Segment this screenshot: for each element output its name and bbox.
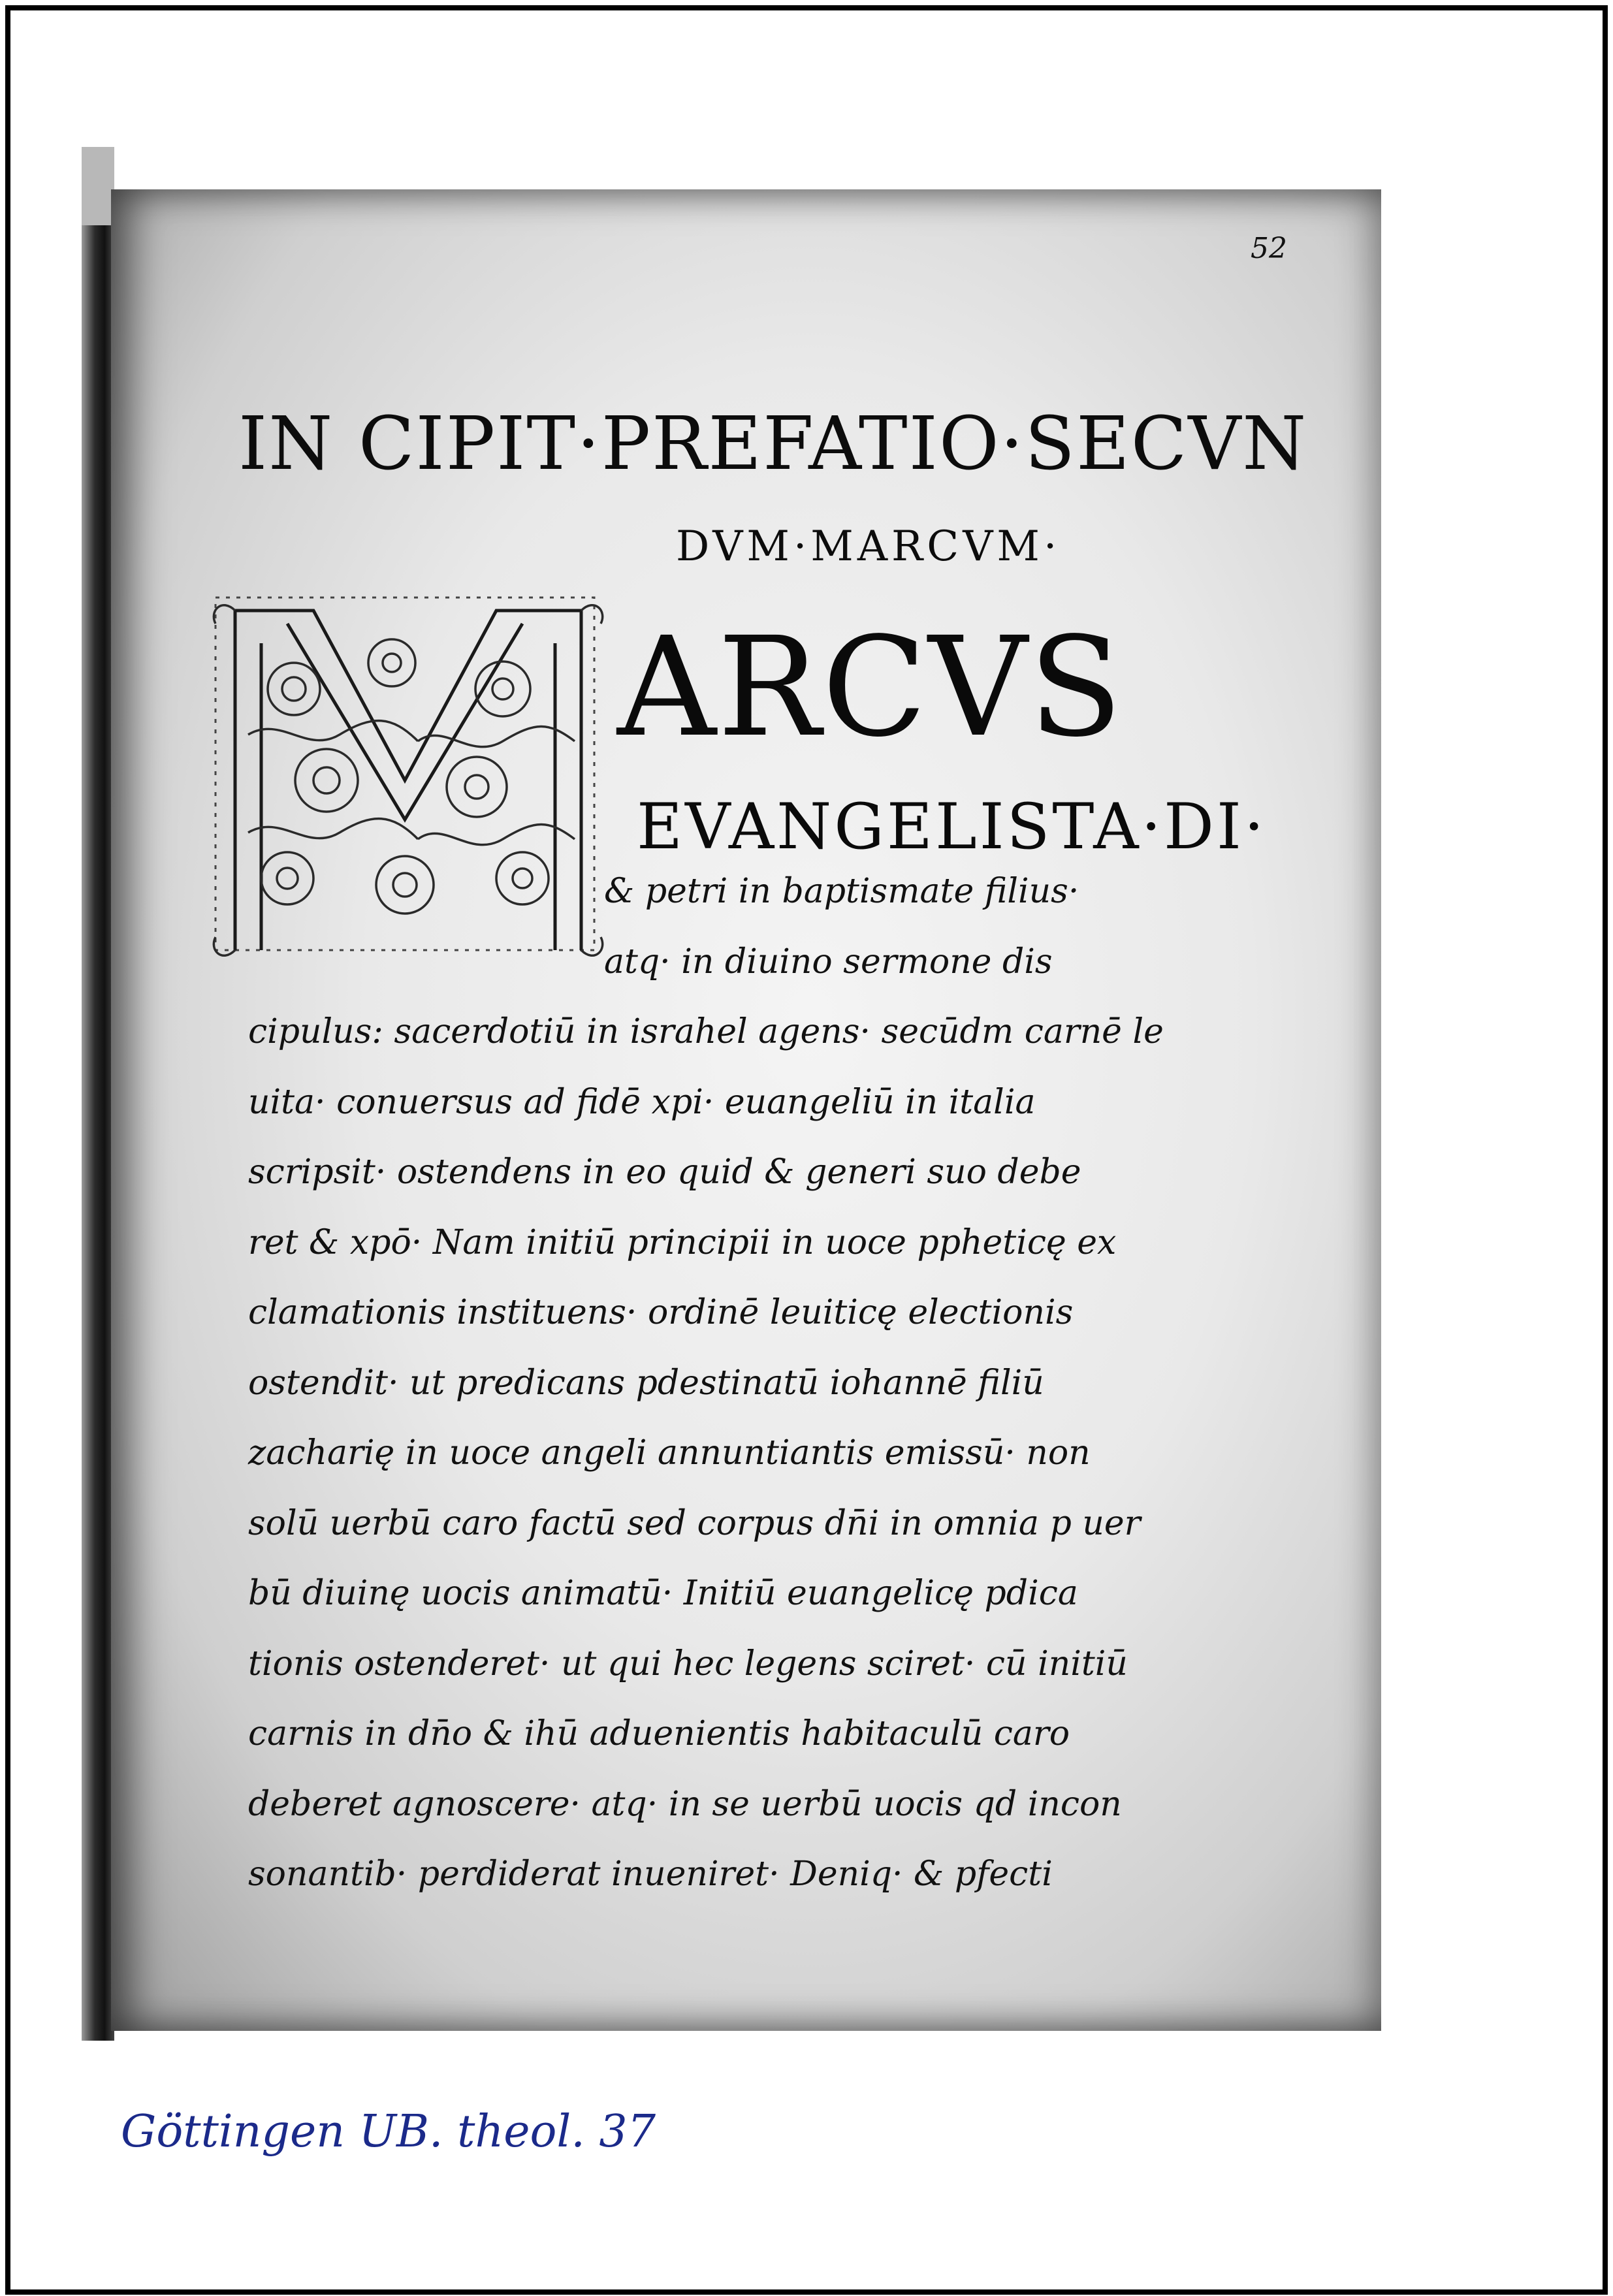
folio-number: 52 [1251,232,1287,265]
text-line: clamationis instituens· ordinē leuiticę electionis [248,1293,1074,1332]
display-word-arcus: ARCVS [617,607,1124,767]
display-word-evangelista: EVANGELISTA·DI· [637,790,1267,863]
decorated-initial-m [196,584,614,976]
text-line: & petri in baptismate filius· [604,872,1079,911]
incipit-heading-line1: IN CIPIT·PREFATIO·SECVN [238,402,1308,486]
text-line: carnis in dn̄o & ihū aduenientis habitaculū caro [248,1714,1070,1753]
incipit-heading-line2: DVM·MARCVM· [676,522,1061,571]
text-line: atq· in diuino sermone dis [604,942,1053,981]
binding-cap [82,147,114,225]
text-line: tionis ostenderet· ut qui hec legens sciret· cū initiū [248,1644,1128,1683]
text-line: zacharię in uoce angeli annuntiantis emissū· non [248,1433,1091,1473]
text-line: uita· conuersus ad fidē xpi· euangeliū in italia [248,1082,1036,1122]
book-binding [82,147,114,2041]
text-line: solū uerbū caro factū sed corpus dn̄i in omnia p uer [248,1503,1141,1543]
text-line: deberet agnoscere· atq· in se uerbū uocis qd incon [248,1784,1122,1824]
shelfmark-caption: Göttingen UB. theol. 37 [121,2106,656,2158]
text-line: ostendit· ut predicans pdestinatū iohannē filiū [248,1363,1044,1403]
text-line: bū diuinę uocis animatū· Initiū euangelicę pdica [248,1574,1078,1613]
text-line: ret & xpō· Nam initiū principii in uoce ppheticę ex [248,1222,1117,1262]
text-line: cipulus: sacerdotiū in israhel agens· secūdm carnē le [248,1012,1164,1051]
text-line: sonantib· perdiderat inueniret· Deniq· & pfecti [248,1855,1053,1894]
text-line: scripsit· ostendens in eo quid & generi suo debe [248,1153,1081,1192]
